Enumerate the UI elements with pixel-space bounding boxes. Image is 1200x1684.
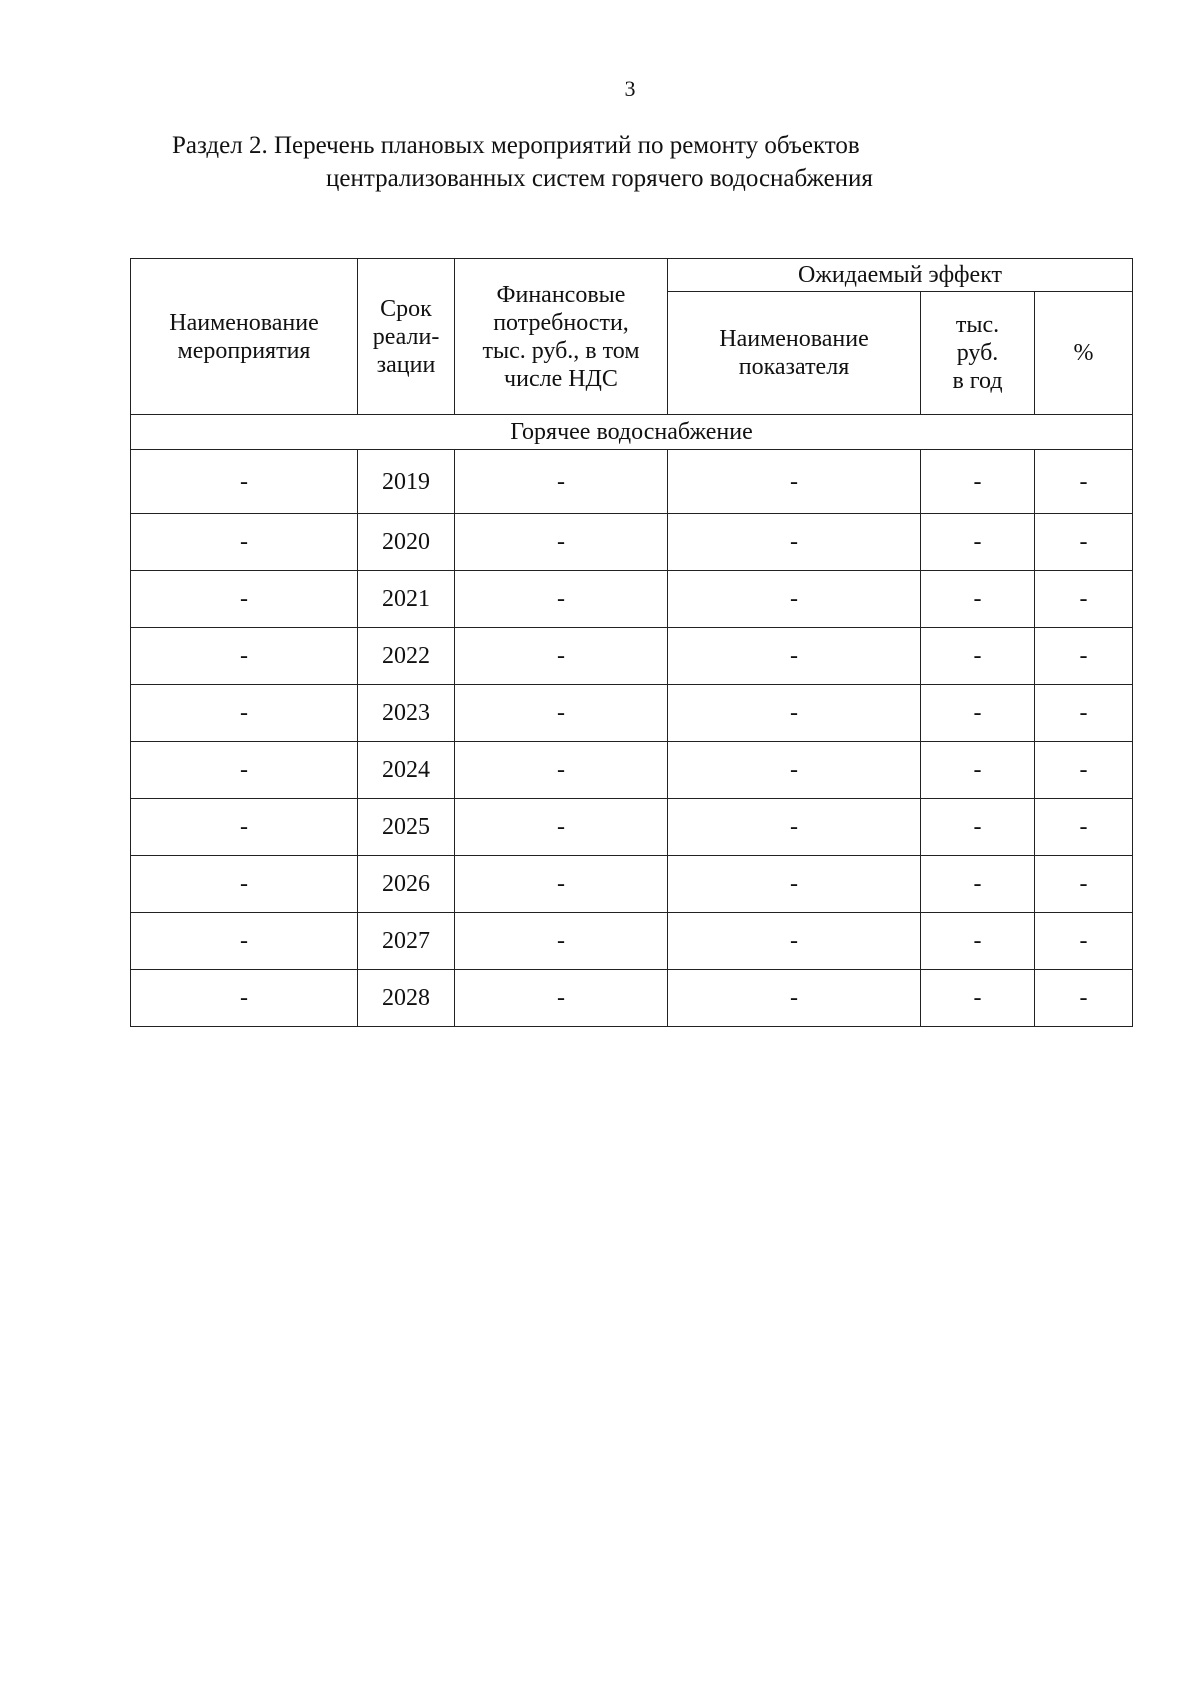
cell-name: - bbox=[131, 628, 358, 685]
cell-name: - bbox=[131, 514, 358, 571]
table-row bbox=[131, 913, 1133, 970]
cell-year: 2020 bbox=[358, 514, 455, 571]
cell-thousand: - bbox=[921, 514, 1035, 571]
section-title-line-1: Раздел 2. Перечень плановых мероприятий по ремонту объектов bbox=[172, 132, 860, 159]
plan-table bbox=[130, 258, 1133, 1027]
table-row bbox=[131, 685, 1133, 742]
cell-thousand: - bbox=[921, 685, 1035, 742]
cell-finance: - bbox=[455, 450, 668, 514]
page-number: 3 bbox=[624, 76, 636, 101]
cell-percent: - bbox=[1035, 628, 1133, 685]
cell-name: - bbox=[131, 913, 358, 970]
cell-percent: - bbox=[1035, 514, 1133, 571]
cell-name: - bbox=[131, 742, 358, 799]
cell-thousand: - bbox=[921, 628, 1035, 685]
cell-indicator: - bbox=[668, 856, 921, 913]
table-row bbox=[131, 571, 1133, 628]
cell-percent: - bbox=[1035, 450, 1133, 514]
cell-percent: - bbox=[1035, 571, 1133, 628]
cell-thousand: - bbox=[921, 571, 1035, 628]
header-name: Наименование мероприятия bbox=[131, 259, 358, 415]
table-row bbox=[131, 514, 1133, 571]
cell-indicator: - bbox=[668, 514, 921, 571]
header-thousand-rub: тыс. руб. в год bbox=[921, 292, 1035, 415]
cell-thousand: - bbox=[921, 970, 1035, 1027]
cell-year: 2025 bbox=[358, 799, 455, 856]
cell-percent: - bbox=[1035, 970, 1133, 1027]
cell-percent: - bbox=[1035, 685, 1133, 742]
table-row bbox=[131, 856, 1133, 913]
cell-thousand: - bbox=[921, 913, 1035, 970]
header-finance: Финансовые потребности, тыс. руб., в том числе НДС bbox=[455, 259, 668, 415]
cell-year: 2023 bbox=[358, 685, 455, 742]
cell-year: 2022 bbox=[358, 628, 455, 685]
cell-indicator: - bbox=[668, 685, 921, 742]
cell-percent: - bbox=[1035, 742, 1133, 799]
cell-thousand: - bbox=[921, 799, 1035, 856]
header-term: Срок реали- зации bbox=[358, 259, 455, 415]
cell-thousand: - bbox=[921, 856, 1035, 913]
cell-finance: - bbox=[455, 571, 668, 628]
cell-finance: - bbox=[455, 685, 668, 742]
header-indicator: Наименование показателя bbox=[668, 292, 921, 415]
section-title-line-2: централизованных систем горячего водоснабжения bbox=[326, 165, 873, 192]
cell-name: - bbox=[131, 799, 358, 856]
table-row bbox=[131, 970, 1133, 1027]
header-percent: % bbox=[1035, 292, 1133, 415]
table-row bbox=[131, 628, 1133, 685]
header-row-top bbox=[131, 259, 1133, 292]
table-row bbox=[131, 450, 1133, 514]
cell-percent: - bbox=[1035, 799, 1133, 856]
cell-indicator: - bbox=[668, 970, 921, 1027]
cell-year: 2027 bbox=[358, 913, 455, 970]
cell-thousand: - bbox=[921, 742, 1035, 799]
cell-thousand: - bbox=[921, 450, 1035, 514]
cell-year: 2026 bbox=[358, 856, 455, 913]
cell-finance: - bbox=[455, 799, 668, 856]
table-row bbox=[131, 799, 1133, 856]
cell-name: - bbox=[131, 685, 358, 742]
table-row bbox=[131, 742, 1133, 799]
cell-year: 2028 bbox=[358, 970, 455, 1027]
cell-finance: - bbox=[455, 970, 668, 1027]
cell-name: - bbox=[131, 856, 358, 913]
cell-finance: - bbox=[455, 856, 668, 913]
cell-indicator: - bbox=[668, 628, 921, 685]
cell-name: - bbox=[131, 450, 358, 514]
cell-indicator: - bbox=[668, 799, 921, 856]
cell-year: 2021 bbox=[358, 571, 455, 628]
cell-indicator: - bbox=[668, 450, 921, 514]
section-label: Горячее водоснабжение bbox=[131, 415, 1133, 450]
cell-finance: - bbox=[455, 514, 668, 571]
cell-year: 2019 bbox=[358, 450, 455, 514]
section-row bbox=[131, 415, 1133, 450]
cell-indicator: - bbox=[668, 571, 921, 628]
cell-name: - bbox=[131, 970, 358, 1027]
cell-year: 2024 bbox=[358, 742, 455, 799]
cell-finance: - bbox=[455, 628, 668, 685]
cell-name: - bbox=[131, 571, 358, 628]
cell-indicator: - bbox=[668, 742, 921, 799]
cell-percent: - bbox=[1035, 856, 1133, 913]
cell-percent: - bbox=[1035, 913, 1133, 970]
cell-finance: - bbox=[455, 913, 668, 970]
header-effect: Ожидаемый эффект bbox=[668, 259, 1133, 292]
cell-finance: - bbox=[455, 742, 668, 799]
cell-indicator: - bbox=[668, 913, 921, 970]
